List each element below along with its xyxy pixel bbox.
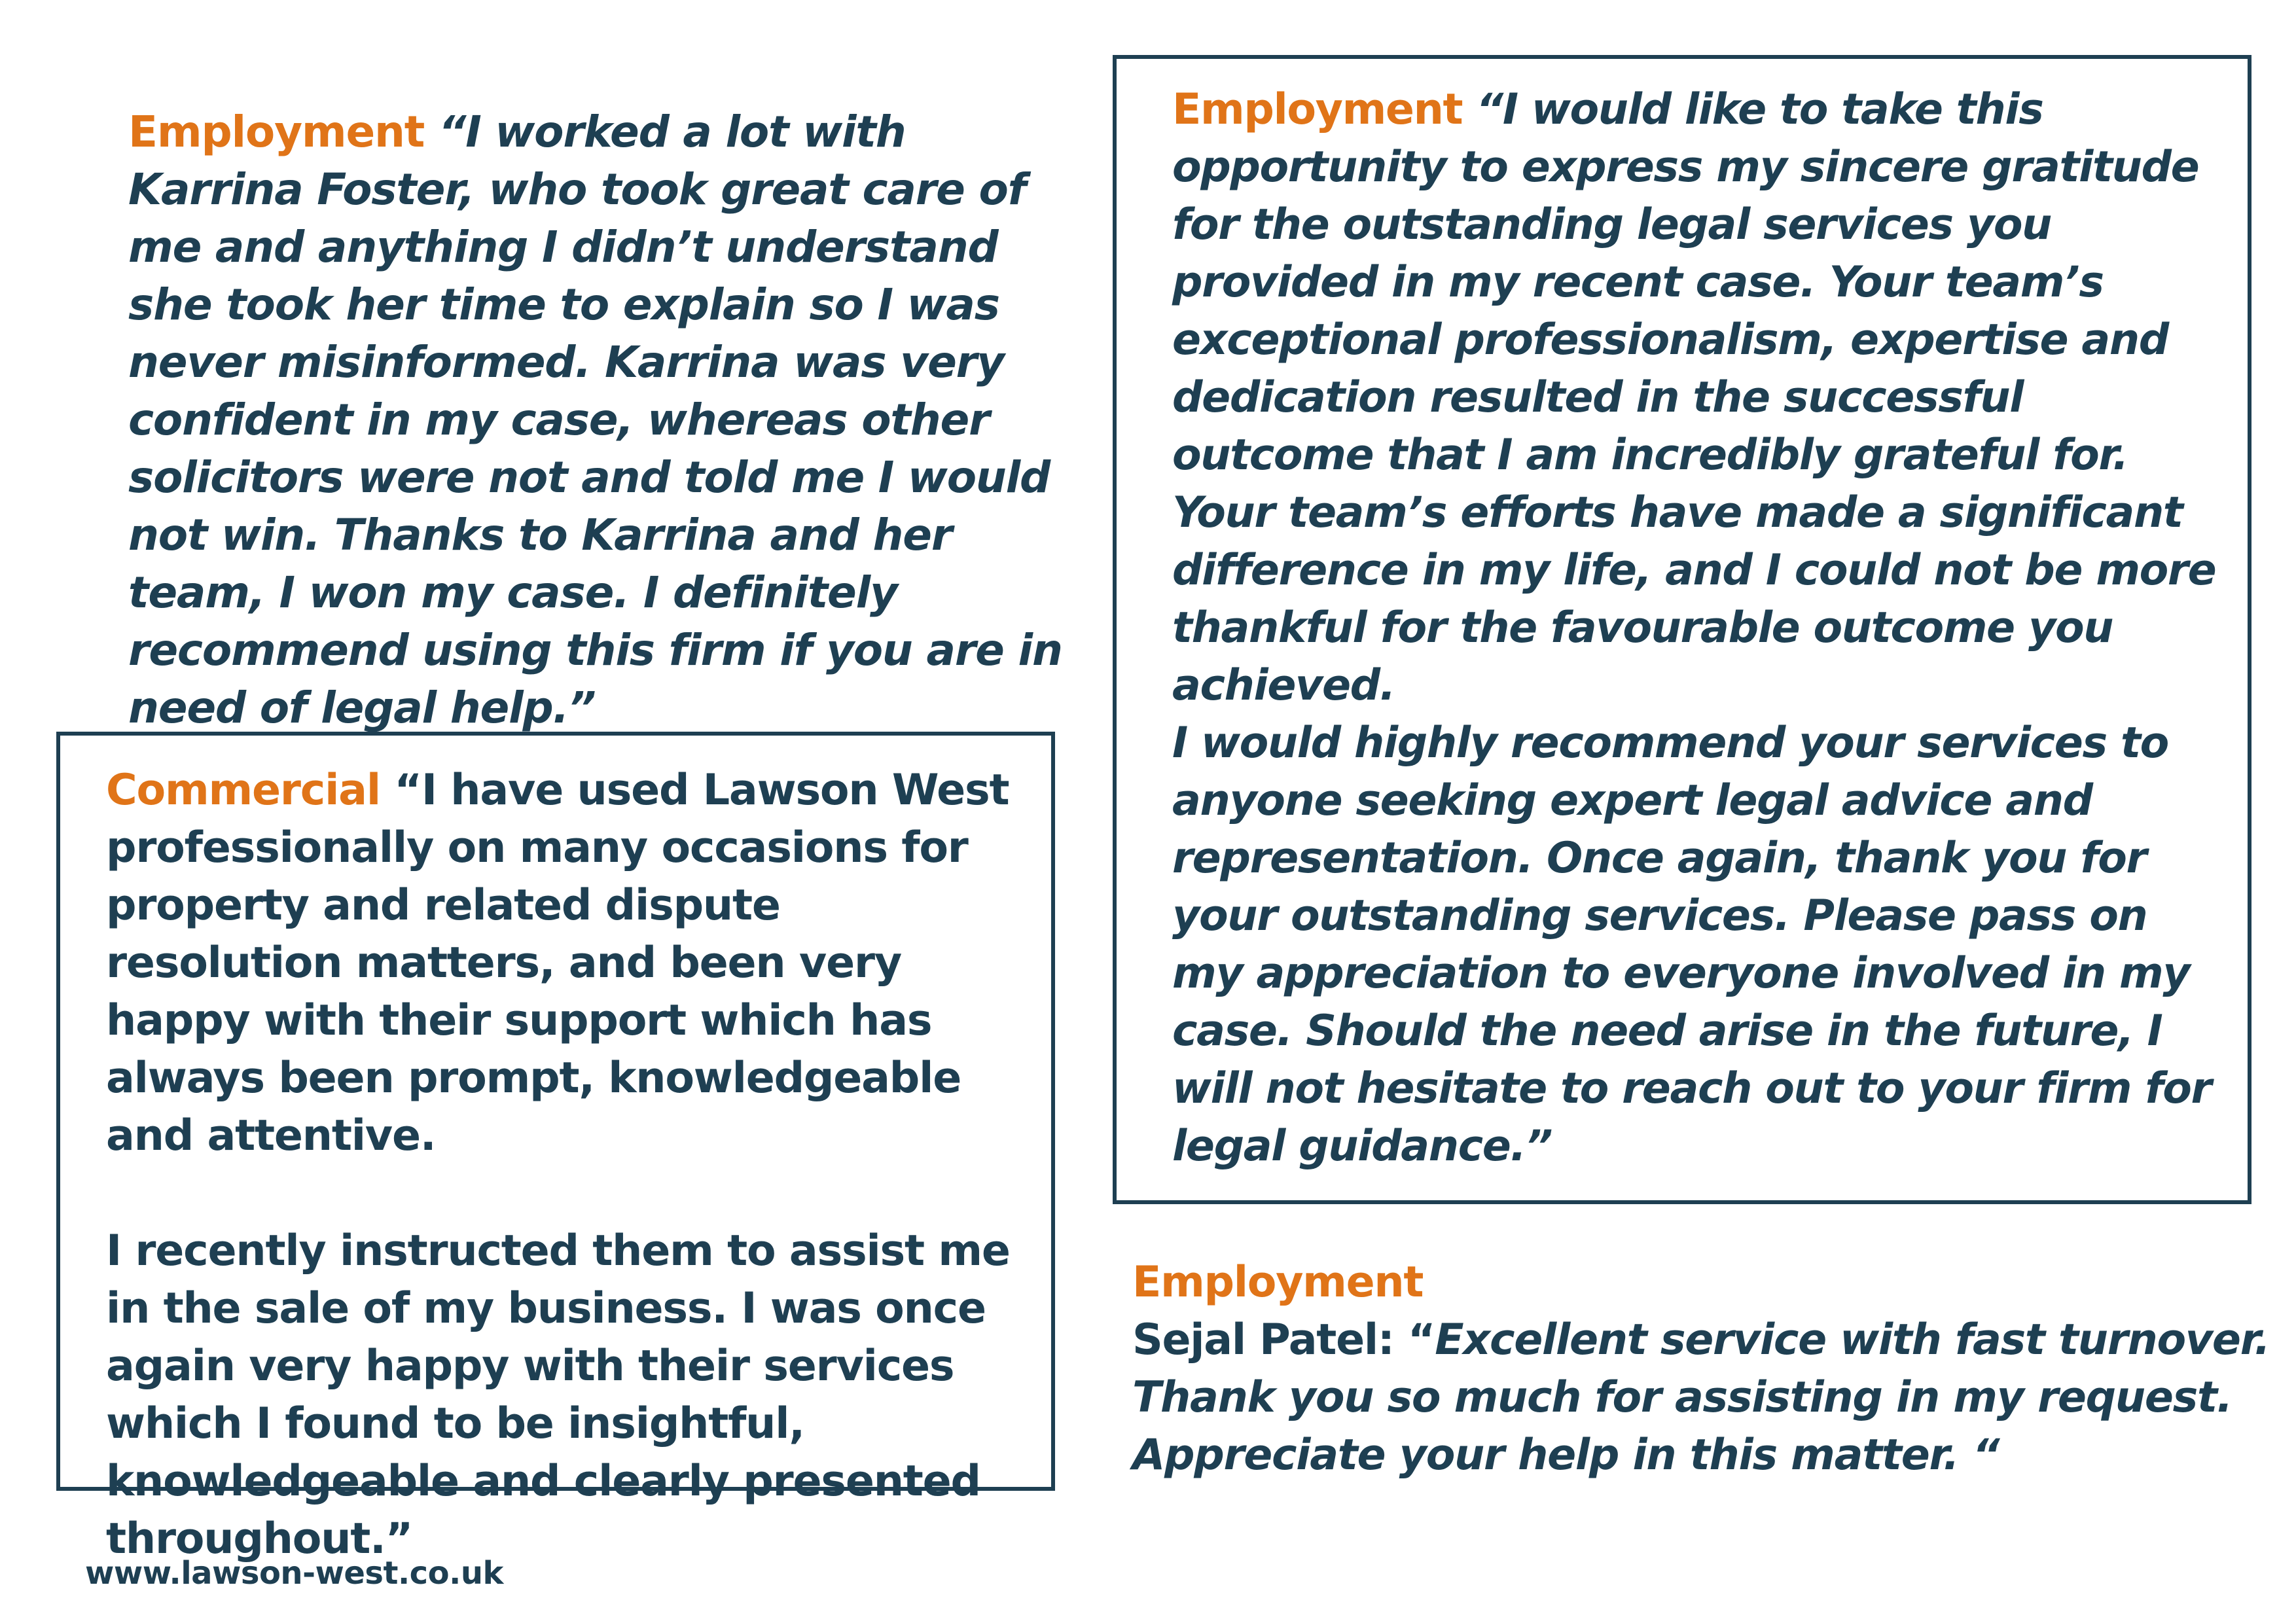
category-label: Employment xyxy=(1172,85,1463,134)
testimonial-paragraph-3: I would highly recommend your services to anyone seeking expert legal advice and representation. Once again, thank you for your outstanding services. Please pass on my appreciation to everyone involved in my case. Should the need arise in the future, I will not hesitate to reach out to your firm for legal guidance.” xyxy=(1172,719,2212,1171)
testimonial-text: I would like to take this opportunity to express my sincere gratitude for the outstanding legal services you provided in my recent case. Your team’s exceptional professionalism, expertise and dedication resulted in the successful outcome that I am incredibly grateful for. xyxy=(1172,85,2199,480)
open-quote-mark: “ xyxy=(380,766,422,815)
testimonial-paragraph-1 xyxy=(1172,81,2228,484)
open-quote-mark: “ xyxy=(1462,85,1503,134)
testimonial-paragraph-2: I recently instructed them to assist me in the sale of my business. I was once again very happy with their services which I found to be insightful, knowledgeable and clearly presented throughout.” xyxy=(106,1226,1010,1563)
testimonial-quote xyxy=(128,103,1071,737)
testimonial-paragraph-2: Your team’s efforts have made a significant difference in my life, and I could not be more thankful for the favourable outcome you achieved. xyxy=(1172,488,2216,710)
author-name: Sejal Patel: “ xyxy=(1132,1315,1435,1364)
category-label: Employment xyxy=(1132,1258,1424,1307)
category-label: Commercial xyxy=(106,766,380,815)
testimonial-employment-1 xyxy=(128,103,1071,737)
testimonial-text: I worked a lot with Karrina Foster, who took great care of me and anything I didn’t understand she took her time to explain so I was never misinformed. Karrina was very confident in my case, whereas other solicitors were not and told me I would not win. Thanks to Karrina and her team, I won my case. I definitely recommend using this firm if you are in need of legal help.” xyxy=(128,107,1062,733)
category-label: Employment xyxy=(128,107,425,157)
paragraph-gap xyxy=(106,1165,1018,1222)
testimonial-quote xyxy=(1132,1311,2271,1484)
testimonial-text: I have used Lawson West professionally on many occasions for property and related dispute resolution matters, and been very happy with their support which has always been prompt, knowledgeable and attentive. xyxy=(106,766,1009,1160)
website-url: www.lawson-west.co.uk xyxy=(85,1555,503,1592)
testimonial-employment-2 xyxy=(1113,55,2251,1204)
testimonial-paragraph-1 xyxy=(106,762,1018,1165)
testimonial-employment-3 xyxy=(1132,1254,2271,1484)
open-quote-mark: “ xyxy=(424,107,466,157)
testimonial-commercial xyxy=(56,732,1055,1563)
testimonial-text: Excellent service with fast turnover. Thank you so much for assisting in my request. Appreciate your help in this matter. “ xyxy=(1132,1315,2270,1480)
